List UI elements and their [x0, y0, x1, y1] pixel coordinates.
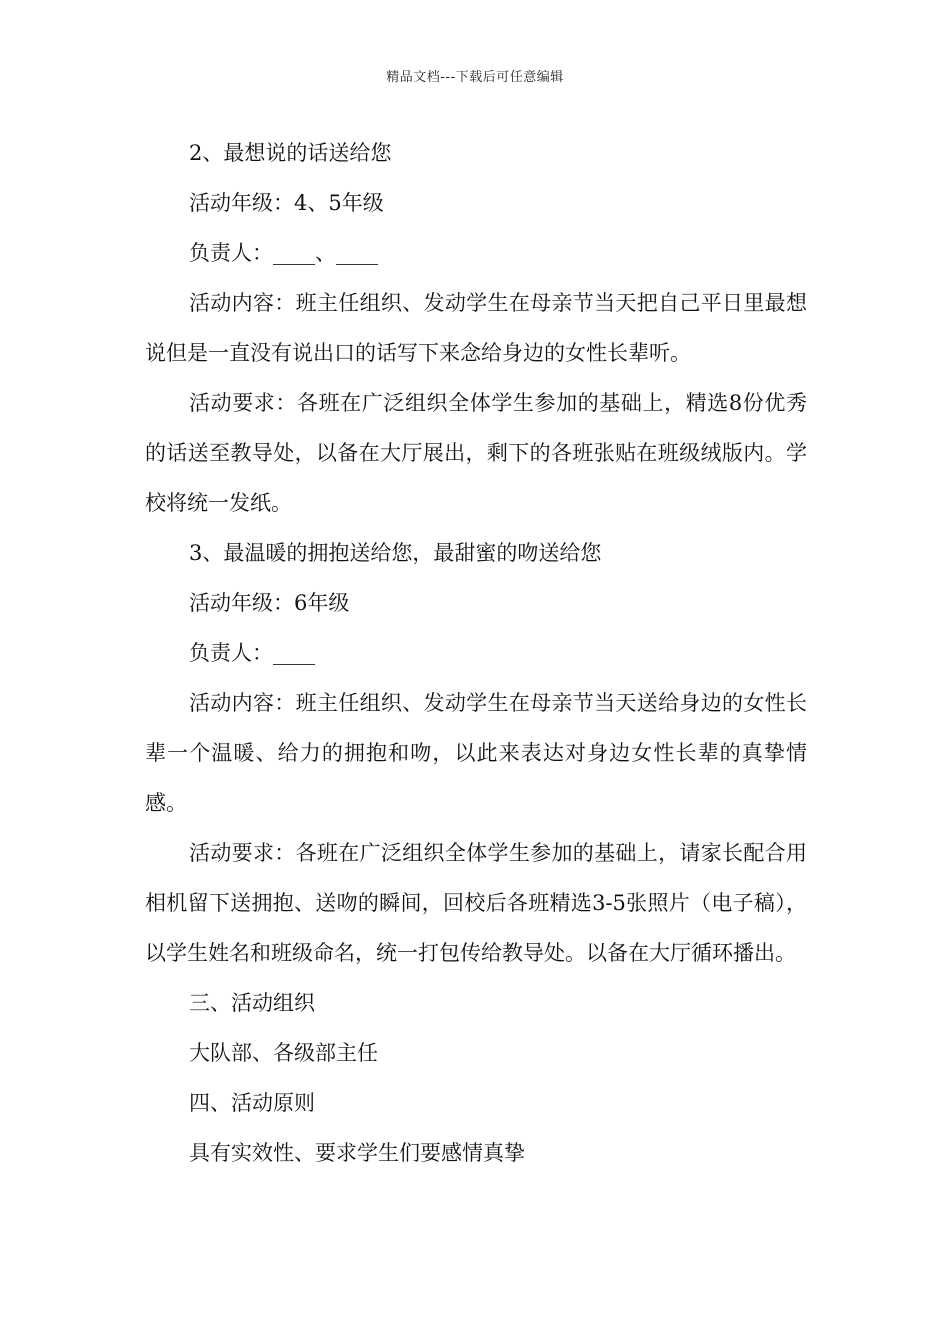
activity-content: 活动内容：班主任组织、发动学生在母亲节当天把自己平日里最想说但是一直没有说出口的话写下来念给身边的女性长辈听。	[145, 291, 807, 365]
organization-text: 大队部、各级部主任	[189, 1041, 378, 1065]
section-heading-organization: 三、活动组织	[189, 991, 315, 1015]
section-heading-3: 3、最温暖的拥抱送给您，最甜蜜的吻送给您	[189, 541, 602, 565]
activity-requirement: 活动要求：各班在广泛组织全体学生参加的基础上，精选8份优秀的话送至教导处，以备在大厅展出，剩下的各班张贴在班级绒版内。学校将统一发纸。	[145, 391, 807, 515]
page-header: 精品文档---下载后可任意编辑	[386, 70, 564, 85]
document-body	[145, 128, 807, 1178]
activity-requirement: 活动要求：各班在广泛组织全体学生参加的基础上，请家长配合用相机留下送拥抱、送吻的瞬间，回校后各班精选3-5张照片（电子稿），以学生姓名和班级命名，统一打包传给教导处。以备在大厅循环播出。	[145, 841, 807, 965]
responsible-person: 负责人：____、____	[189, 241, 378, 265]
section-heading-principles: 四、活动原则	[189, 1091, 315, 1115]
section-heading-2: 2、最想说的话送给您	[189, 141, 392, 165]
activity-grade: 活动年级：6年级	[189, 591, 350, 615]
principles-text: 具有实效性、要求学生们要感情真挚	[189, 1141, 525, 1165]
activity-content: 活动内容：班主任组织、发动学生在母亲节当天送给身边的女性长辈一个温暖、给力的拥抱和吻，以此来表达对身边女性长辈的真挚情感。	[145, 691, 807, 815]
responsible-person: 负责人：____	[189, 641, 315, 665]
activity-grade: 活动年级：4、5年级	[189, 191, 384, 215]
